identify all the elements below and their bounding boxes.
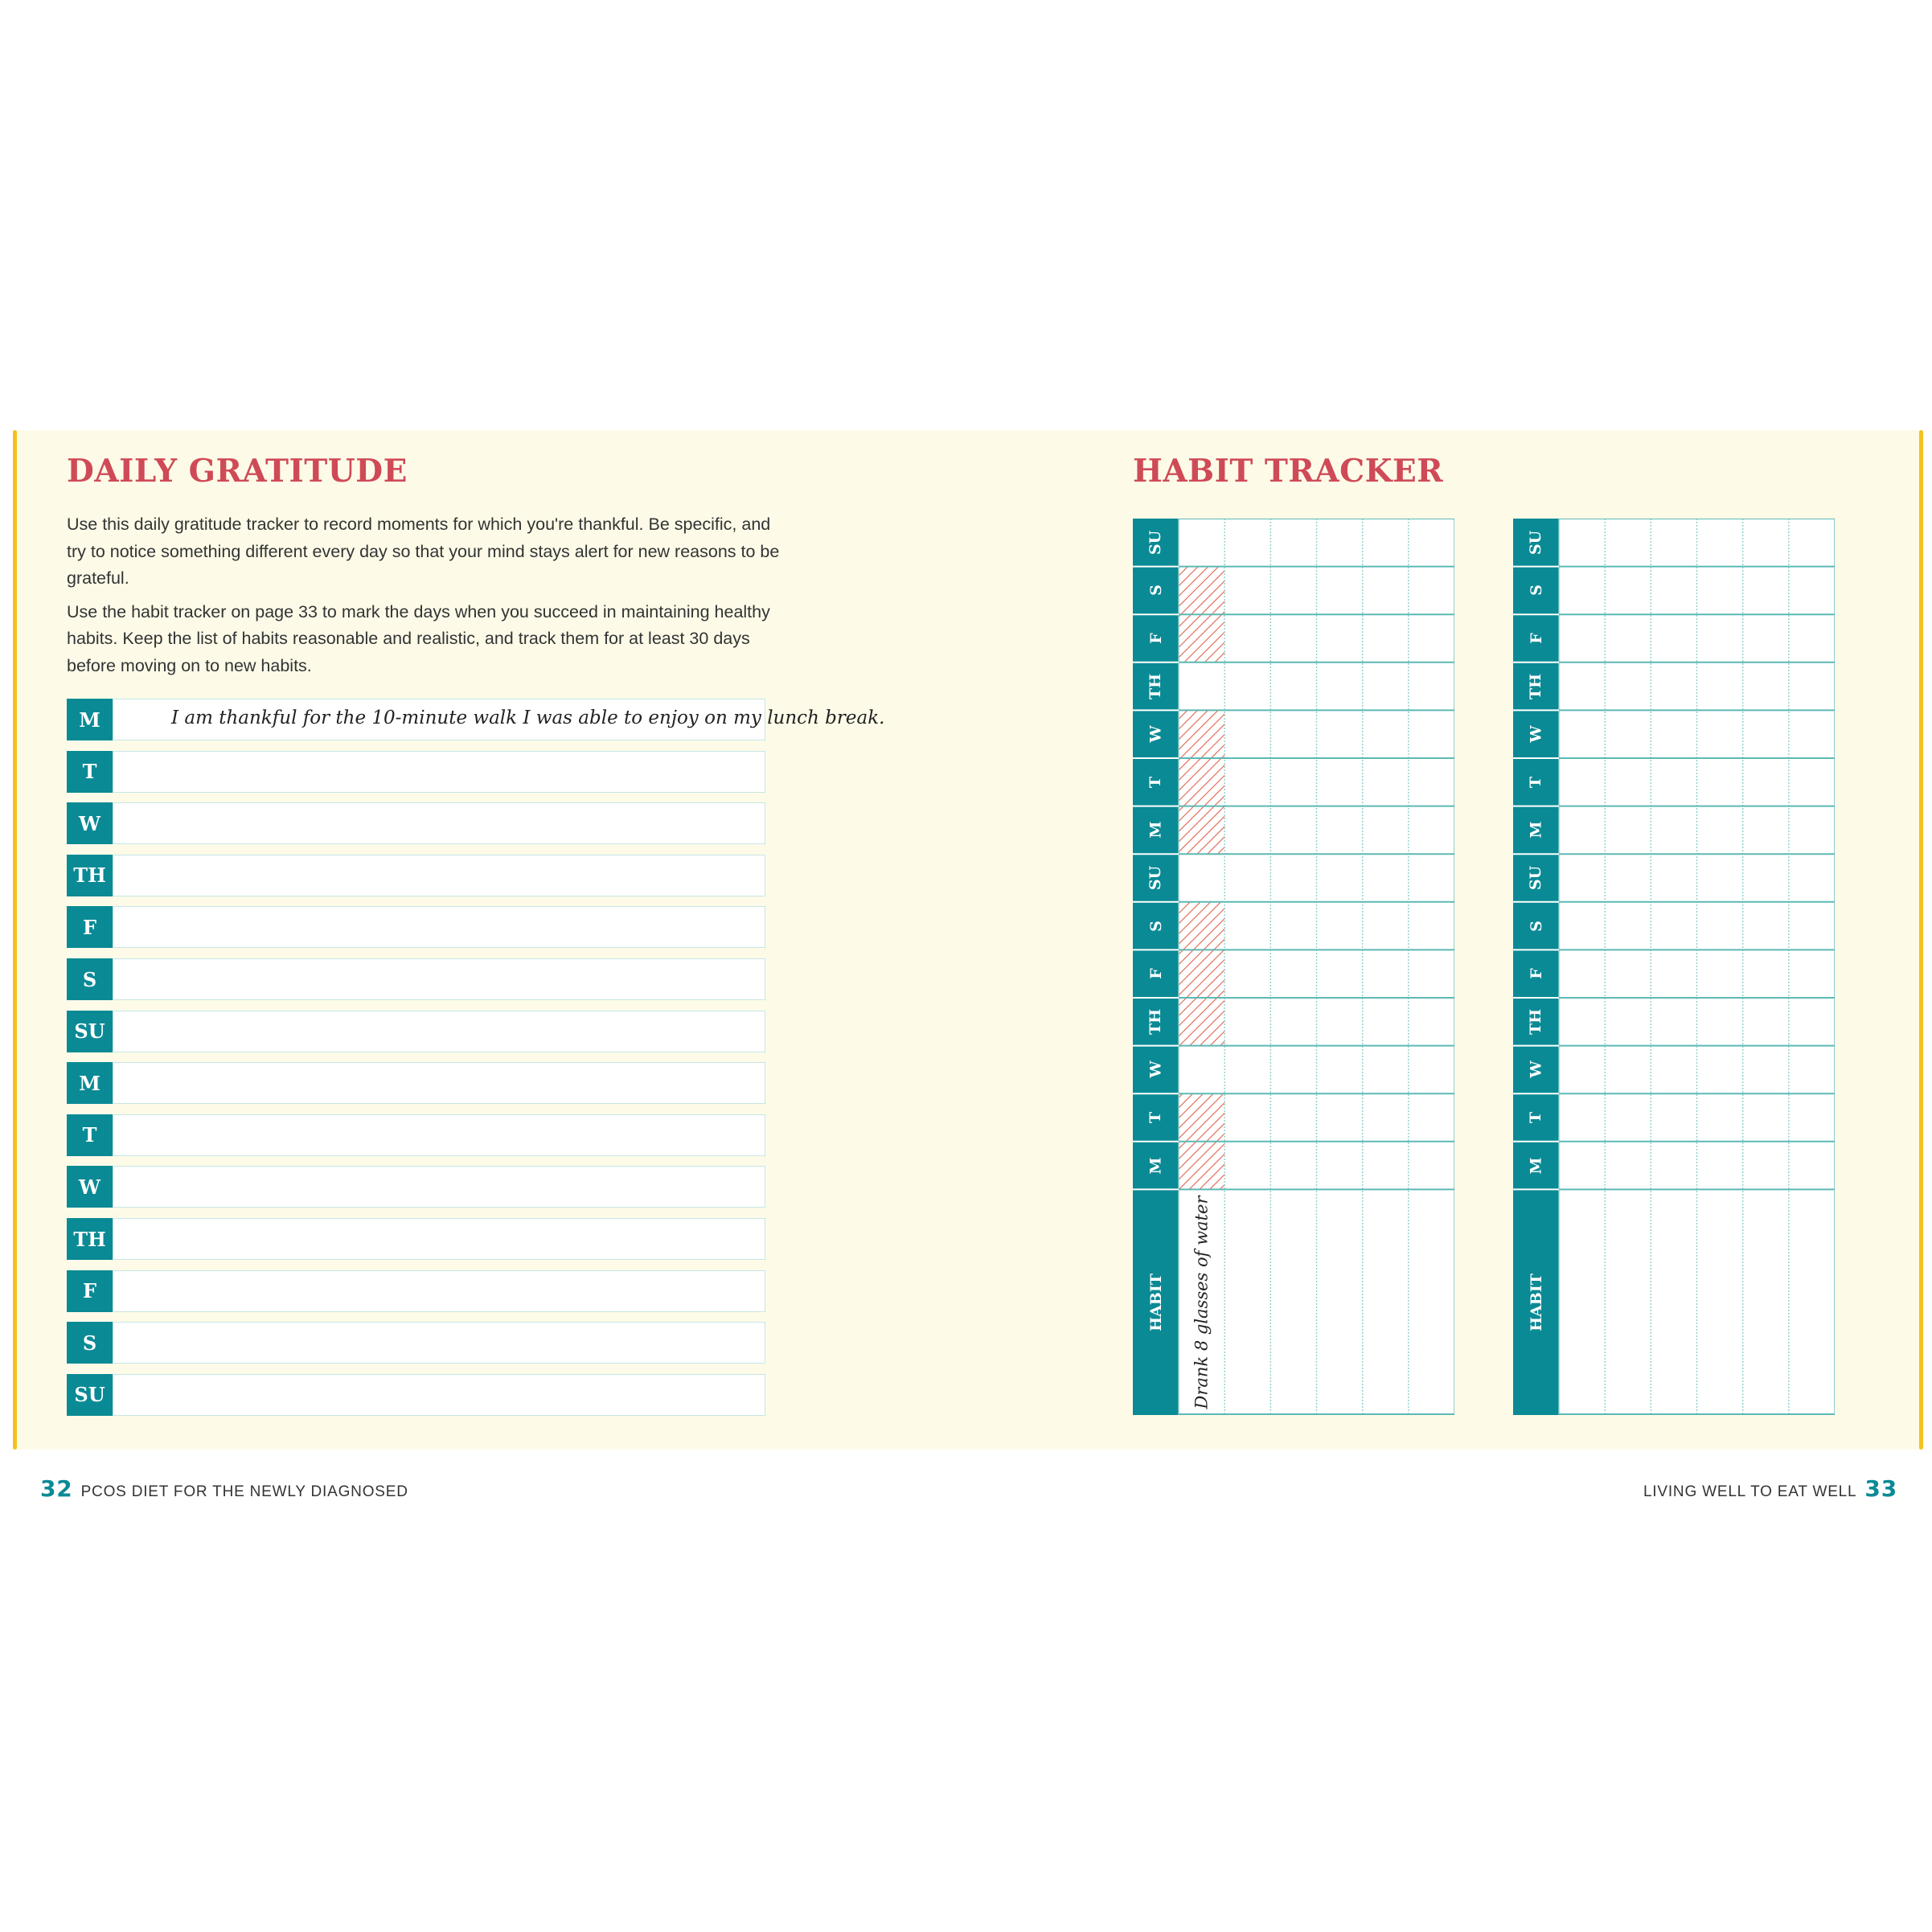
tracker-day-label: T: [1527, 776, 1545, 788]
day-tab: M: [67, 699, 113, 740]
habit-done-mark: [1179, 758, 1224, 806]
tracker-day-label: W: [1527, 1060, 1545, 1079]
habit-column-label: HABIT: [1527, 1273, 1545, 1331]
day-tab: M: [67, 1062, 113, 1104]
day-tab: F: [67, 906, 113, 948]
gratitude-entry-field[interactable]: [113, 1166, 765, 1208]
day-tab: T: [67, 1114, 113, 1156]
tracker-day-label: TH: [1527, 673, 1545, 699]
gratitude-entry-field[interactable]: [113, 1062, 765, 1104]
tracker-day-label: W: [1527, 725, 1545, 743]
daily-gratitude-title: DAILY GRATITUDE: [67, 453, 408, 490]
tracker-day-label: SU: [1146, 530, 1165, 555]
tracker-day-label: T: [1146, 1111, 1165, 1124]
gratitude-row: [67, 1374, 765, 1416]
tracker-day-label: TH: [1146, 1008, 1165, 1035]
running-title-right: LIVING WELL TO EAT WELL: [1643, 1483, 1857, 1500]
tracker-day-label: W: [1146, 1060, 1165, 1079]
gratitude-entry-field[interactable]: [113, 855, 765, 896]
habit-done-mark: [1179, 567, 1224, 615]
gratitude-entry-field[interactable]: [113, 1322, 765, 1364]
gratitude-row: [67, 1062, 765, 1104]
day-tab: T: [67, 751, 113, 793]
habit-tracker-grid-2[interactable]: [1513, 519, 1835, 1415]
tracker-day-label: TH: [1146, 673, 1165, 699]
tracker-day-label: T: [1146, 776, 1165, 788]
tracker-day-label: S: [1146, 920, 1165, 932]
day-tab: S: [67, 958, 113, 1000]
tracker-day-label: F: [1146, 968, 1165, 979]
tracker-day-label: SU: [1146, 865, 1165, 891]
gratitude-entry-field[interactable]: [113, 1270, 765, 1312]
gratitude-entry-field[interactable]: [113, 1374, 765, 1416]
gratitude-row: [67, 1114, 765, 1156]
left-page-edge: [13, 430, 17, 1450]
gratitude-entry-field[interactable]: [113, 802, 765, 844]
gratitude-row: [67, 855, 765, 896]
habit-name: Drank 8 glasses of water: [1192, 1196, 1212, 1409]
day-tab: W: [67, 1166, 113, 1208]
habit-tracker-grid-1[interactable]: [1133, 519, 1454, 1415]
day-tab: TH: [67, 855, 113, 896]
tracker-day-label: M: [1146, 821, 1165, 839]
habit-done-mark: [1179, 614, 1224, 662]
day-tab: SU: [67, 1374, 113, 1416]
tracker-day-label: F: [1527, 633, 1545, 644]
tracker-day-label: F: [1146, 633, 1165, 644]
tracker-day-label: M: [1527, 821, 1545, 839]
habit-done-mark: [1179, 710, 1224, 758]
gratitude-row: [67, 1166, 765, 1208]
gratitude-entry-field[interactable]: [113, 1114, 765, 1156]
gratitude-note: I am thankful for the 10-minute walk I was able to enjoy on my lunch break.: [171, 708, 885, 728]
tracker-day-label: S: [1146, 585, 1165, 597]
intro-text: [67, 511, 790, 686]
day-tab: S: [67, 1322, 113, 1364]
tracker-day-label: SU: [1527, 865, 1545, 891]
page-number-right: 33: [1864, 1475, 1897, 1502]
gratitude-row: [67, 751, 765, 793]
page-number-left: 32: [40, 1475, 73, 1502]
intro-paragraph-1: Use this daily gratitude tracker to record moments for which you're thankful. Be specific, and try to notice something different every day so that your mind stays alert for new reasons to be grateful.: [67, 515, 780, 588]
gratitude-entry-field[interactable]: [113, 906, 765, 948]
gratitude-row: [67, 802, 765, 844]
right-page-edge: [1919, 430, 1923, 1450]
running-title-left: PCOS DIET FOR THE NEWLY DIAGNOSED: [80, 1483, 408, 1500]
gratitude-row: [67, 1270, 765, 1312]
tracker-grid-lines: [1513, 519, 1835, 1415]
habit-done-mark: [1179, 1142, 1224, 1190]
day-tab: SU: [67, 1011, 113, 1052]
tracker-day-label: W: [1146, 725, 1165, 743]
gratitude-entry-field[interactable]: [113, 751, 765, 793]
intro-paragraph-2: Use the habit tracker on page 33 to mark the days when you succeed in maintaining healthy habits. Keep the list of habits reasonable and realistic, and track them for at least 30 days before moving on to new habits.: [67, 601, 770, 675]
gratitude-row: [67, 699, 885, 740]
gratitude-row: [67, 1011, 765, 1052]
tracker-day-label: TH: [1527, 1008, 1545, 1035]
day-tab: F: [67, 1270, 113, 1312]
habit-done-mark: [1179, 1093, 1224, 1142]
tracker-day-label: M: [1146, 1157, 1165, 1175]
tracker-day-label: M: [1527, 1157, 1545, 1175]
right-footer: [1643, 1475, 1897, 1502]
habit-tracker-title: HABIT TRACKER: [1133, 453, 1444, 490]
left-footer: [40, 1475, 408, 1502]
habit-done-mark: [1179, 806, 1224, 855]
tracker-day-label: S: [1527, 920, 1545, 932]
habit-done-mark: [1179, 902, 1224, 950]
tracker-day-label: F: [1527, 968, 1545, 979]
gratitude-row: [67, 906, 765, 948]
tracker-day-label: T: [1527, 1111, 1545, 1124]
habit-done-mark: [1179, 998, 1224, 1046]
gratitude-entry-field[interactable]: [113, 958, 765, 1000]
tracker-day-label: S: [1527, 585, 1545, 597]
habit-done-mark: [1179, 950, 1224, 998]
gratitude-row: [67, 1322, 765, 1364]
gratitude-row: [67, 958, 765, 1000]
day-tab: TH: [67, 1218, 113, 1260]
day-tab: W: [67, 802, 113, 844]
habit-column-label: HABIT: [1146, 1273, 1165, 1331]
gratitude-row: [67, 1218, 765, 1260]
gratitude-entry-field[interactable]: [113, 1011, 765, 1052]
gratitude-entry-field[interactable]: [113, 1218, 765, 1260]
tracker-day-label: SU: [1527, 530, 1545, 555]
